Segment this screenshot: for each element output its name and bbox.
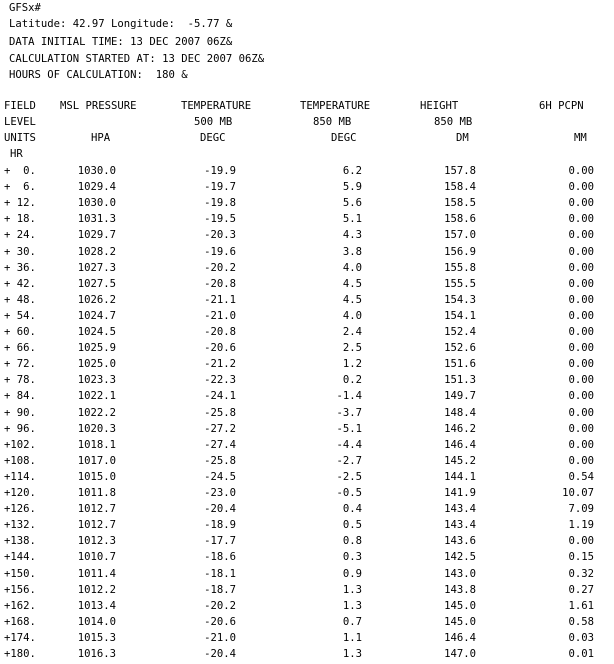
temperature-500-cell: -22.3 xyxy=(204,374,236,387)
precipitation-cell: 0.01 xyxy=(568,648,594,660)
precipitation-cell: 0.00 xyxy=(568,422,594,435)
temperature-850-cell: -2.7 xyxy=(336,454,362,467)
table-row xyxy=(0,502,614,517)
hour-cell: +114. xyxy=(4,470,36,483)
units-hr: HR xyxy=(10,148,23,160)
msl-pressure-cell: 1028.2 xyxy=(77,245,116,258)
precipitation-cell: 0.00 xyxy=(568,213,594,226)
precipitation-cell: 0.00 xyxy=(568,326,594,338)
header-height: HEIGHT xyxy=(420,100,459,112)
temperature-500-cell: -20.2 xyxy=(204,599,236,612)
table-row xyxy=(0,470,614,485)
precipitation-cell: 0.00 xyxy=(568,293,594,306)
table-row xyxy=(0,406,614,421)
temperature-500-cell: -21.2 xyxy=(204,358,236,371)
hour-cell: +168. xyxy=(4,615,36,628)
precipitation-cell: 0.00 xyxy=(568,309,594,322)
height-850-cell: 147.0 xyxy=(444,648,476,660)
location-line: Latitude: 42.97 Longitude: -5.77 & xyxy=(9,18,233,30)
hour-cell: + 66. xyxy=(4,342,36,355)
height-850-cell: 146.4 xyxy=(444,438,476,451)
table-row xyxy=(0,309,614,324)
hour-cell: + 36. xyxy=(4,261,36,274)
table-row xyxy=(0,518,614,533)
msl-pressure-cell: 1024.5 xyxy=(77,326,116,338)
temperature-500-cell: -21.1 xyxy=(204,293,236,306)
msl-pressure-cell: 1023.3 xyxy=(77,374,116,387)
precipitation-cell: 0.00 xyxy=(568,374,594,387)
temperature-500-cell: -20.3 xyxy=(204,229,236,242)
msl-pressure-cell: 1012.7 xyxy=(77,519,116,532)
precipitation-cell: 7.09 xyxy=(568,503,594,516)
temperature-850-cell: 0.8 xyxy=(342,535,362,548)
precipitation-cell: 0.15 xyxy=(568,551,594,564)
hour-cell: + 54. xyxy=(4,309,36,322)
temperature-850-cell: 4.0 xyxy=(342,261,362,274)
precipitation-cell: 0.00 xyxy=(568,342,594,355)
precipitation-cell: 0.00 xyxy=(568,358,594,371)
height-850-cell: 148.4 xyxy=(444,406,476,419)
precipitation-cell: 1.61 xyxy=(568,599,594,612)
temperature-850-cell: 0.3 xyxy=(342,551,362,564)
hour-cell: + 72. xyxy=(4,358,36,371)
station-id: GFSx# xyxy=(9,2,41,14)
temperature-500-cell: -19.9 xyxy=(204,165,236,177)
height-850-cell: 157.0 xyxy=(444,229,476,242)
temperature-850-cell: 2.5 xyxy=(342,342,362,355)
header-msl-pressure: MSL PRESSURE xyxy=(60,100,137,112)
hour-cell: +174. xyxy=(4,631,36,644)
msl-pressure-cell: 1027.3 xyxy=(77,261,116,274)
height-850-cell: 145.2 xyxy=(444,454,476,467)
msl-pressure-cell: 1029.7 xyxy=(77,229,116,242)
temperature-850-cell: 4.5 xyxy=(342,277,362,290)
table-row xyxy=(0,180,614,195)
temperature-850-cell: 0.9 xyxy=(342,567,362,580)
hour-cell: +162. xyxy=(4,599,36,612)
column-header-row-hr xyxy=(0,147,614,162)
temperature-500-cell: -18.1 xyxy=(204,567,236,580)
header-temperature-850: TEMPERATURE xyxy=(300,100,371,112)
temperature-850-cell: -5.1 xyxy=(336,422,362,435)
hour-cell: +156. xyxy=(4,583,36,596)
temperature-850-cell: 1.3 xyxy=(342,583,362,596)
hour-cell: + 96. xyxy=(4,422,36,435)
hour-cell: +120. xyxy=(4,487,36,499)
hour-cell: +126. xyxy=(4,503,36,516)
precipitation-cell: 0.00 xyxy=(568,406,594,419)
precipitation-cell: 0.00 xyxy=(568,438,594,451)
height-850-cell: 145.0 xyxy=(444,599,476,612)
precipitation-cell: 0.00 xyxy=(568,245,594,258)
temperature-850-cell: 0.4 xyxy=(342,503,362,516)
temperature-500-cell: -20.4 xyxy=(204,648,236,660)
precipitation-cell: 0.00 xyxy=(568,197,594,210)
msl-pressure-cell: 1025.0 xyxy=(77,358,116,371)
table-row xyxy=(0,196,614,211)
msl-pressure-cell: 1025.9 xyxy=(77,342,116,355)
temperature-850-cell: 2.4 xyxy=(342,326,362,338)
height-850-cell: 143.0 xyxy=(444,567,476,580)
temperature-500-cell: -27.4 xyxy=(204,438,236,451)
msl-pressure-cell: 1014.0 xyxy=(77,615,116,628)
height-850-cell: 143.4 xyxy=(444,519,476,532)
precipitation-cell: 0.27 xyxy=(568,583,594,596)
temperature-500-cell: -18.9 xyxy=(204,519,236,532)
temperature-500-cell: -20.6 xyxy=(204,342,236,355)
hours-of-calculation-line: HOURS OF CALCULATION: 180 & xyxy=(9,69,188,81)
units-degc-850: DEGC xyxy=(331,132,357,144)
temperature-500-cell: -27.2 xyxy=(204,422,236,435)
temperature-850-cell: 1.3 xyxy=(342,648,362,660)
msl-pressure-cell: 1013.4 xyxy=(77,599,116,612)
precipitation-cell: 0.32 xyxy=(568,567,594,580)
table-row xyxy=(0,277,614,292)
height-850-cell: 154.1 xyxy=(444,309,476,322)
hour-cell: + 90. xyxy=(4,406,36,419)
msl-pressure-cell: 1011.8 xyxy=(77,487,116,499)
table-row xyxy=(0,357,614,372)
msl-pressure-cell: 1015.3 xyxy=(77,631,116,644)
temperature-500-cell: -25.8 xyxy=(204,454,236,467)
temperature-850-cell: 0.5 xyxy=(342,519,362,532)
height-850-cell: 143.6 xyxy=(444,535,476,548)
msl-pressure-cell: 1030.0 xyxy=(77,197,116,210)
hour-cell: +138. xyxy=(4,535,36,548)
table-row xyxy=(0,438,614,453)
precipitation-cell: 0.54 xyxy=(568,470,594,483)
table-row xyxy=(0,164,614,179)
hour-cell: + 18. xyxy=(4,213,36,226)
height-850-cell: 151.6 xyxy=(444,358,476,371)
hour-cell: + 48. xyxy=(4,293,36,306)
precipitation-cell: 0.58 xyxy=(568,615,594,628)
temperature-850-cell: 4.5 xyxy=(342,293,362,306)
table-row xyxy=(0,389,614,404)
temperature-500-cell: -18.7 xyxy=(204,583,236,596)
table-row xyxy=(0,293,614,308)
column-header-row-units xyxy=(0,131,614,146)
temperature-500-cell: -25.8 xyxy=(204,406,236,419)
hour-cell: + 0. xyxy=(4,165,36,177)
header-level-850mb-height: 850 MB xyxy=(434,116,473,128)
temperature-850-cell: 3.8 xyxy=(342,245,362,258)
table-row xyxy=(0,325,614,340)
msl-pressure-cell: 1015.0 xyxy=(77,470,116,483)
height-850-cell: 154.3 xyxy=(444,293,476,306)
units-hpa: HPA xyxy=(91,132,111,144)
temperature-500-cell: -18.6 xyxy=(204,551,236,564)
msl-pressure-cell: 1012.3 xyxy=(77,535,116,548)
table-row xyxy=(0,534,614,549)
header-level-500mb: 500 MB xyxy=(194,116,233,128)
hour-cell: + 30. xyxy=(4,245,36,258)
temperature-850-cell: -1.4 xyxy=(336,390,362,403)
table-row xyxy=(0,261,614,276)
height-850-cell: 158.4 xyxy=(444,181,476,194)
height-850-cell: 142.5 xyxy=(444,551,476,564)
temperature-850-cell: 5.6 xyxy=(342,197,362,210)
temperature-850-cell: 4.0 xyxy=(342,309,362,322)
msl-pressure-cell: 1029.4 xyxy=(77,181,116,194)
temperature-850-cell: 6.2 xyxy=(342,165,362,177)
precipitation-cell: 10.07 xyxy=(562,487,594,499)
msl-pressure-cell: 1027.5 xyxy=(77,277,116,290)
temperature-500-cell: -20.2 xyxy=(204,261,236,274)
table-row xyxy=(0,245,614,260)
msl-pressure-cell: 1020.3 xyxy=(77,422,116,435)
table-row xyxy=(0,454,614,469)
table-row xyxy=(0,212,614,227)
precipitation-cell: 0.00 xyxy=(568,390,594,403)
header-field: FIELD xyxy=(4,100,36,112)
table-row xyxy=(0,228,614,243)
temperature-850-cell: 1.2 xyxy=(342,358,362,371)
table-row xyxy=(0,486,614,501)
precipitation-cell: 0.00 xyxy=(568,165,594,177)
hour-cell: +102. xyxy=(4,438,36,451)
height-850-cell: 145.0 xyxy=(444,615,476,628)
height-850-cell: 146.4 xyxy=(444,631,476,644)
temperature-850-cell: 1.3 xyxy=(342,599,362,612)
calculation-started-line: CALCULATION STARTED AT: 13 DEC 2007 06Z& xyxy=(9,53,265,65)
height-850-cell: 155.8 xyxy=(444,261,476,274)
height-850-cell: 155.5 xyxy=(444,277,476,290)
hour-cell: + 12. xyxy=(4,197,36,210)
header-precipitation: 6H PCPN xyxy=(539,100,584,112)
height-850-cell: 143.4 xyxy=(444,503,476,516)
header-units: UNITS xyxy=(4,132,36,144)
height-850-cell: 152.6 xyxy=(444,342,476,355)
precipitation-cell: 0.00 xyxy=(568,454,594,467)
temperature-850-cell: 1.1 xyxy=(342,631,362,644)
table-row xyxy=(0,583,614,598)
temperature-500-cell: -20.8 xyxy=(204,277,236,290)
header-level: LEVEL xyxy=(4,116,36,128)
temperature-500-cell: -20.6 xyxy=(204,615,236,628)
temperature-850-cell: -4.4 xyxy=(336,438,362,451)
table-row xyxy=(0,599,614,614)
hour-cell: +144. xyxy=(4,551,36,564)
precipitation-cell: 0.03 xyxy=(568,631,594,644)
precipitation-cell: 0.00 xyxy=(568,229,594,242)
msl-pressure-cell: 1026.2 xyxy=(77,293,116,306)
table-row xyxy=(0,567,614,582)
height-850-cell: 152.4 xyxy=(444,326,476,338)
temperature-500-cell: -19.8 xyxy=(204,197,236,210)
table-row xyxy=(0,647,614,662)
hour-cell: + 42. xyxy=(4,277,36,290)
temperature-500-cell: -24.1 xyxy=(204,390,236,403)
initial-time-line: DATA INITIAL TIME: 13 DEC 2007 06Z& xyxy=(9,36,233,48)
msl-pressure-cell: 1022.1 xyxy=(77,390,116,403)
hour-cell: + 60. xyxy=(4,326,36,338)
height-850-cell: 158.5 xyxy=(444,197,476,210)
height-850-cell: 158.6 xyxy=(444,213,476,226)
temperature-850-cell: -0.5 xyxy=(336,487,362,499)
temperature-500-cell: -17.7 xyxy=(204,535,236,548)
column-header-row-field xyxy=(0,99,614,114)
hour-cell: + 78. xyxy=(4,374,36,387)
temperature-850-cell: 0.7 xyxy=(342,615,362,628)
units-mm: MM xyxy=(574,132,587,144)
temperature-500-cell: -21.0 xyxy=(204,631,236,644)
hour-cell: +180. xyxy=(4,648,36,660)
header-level-850mb-temp: 850 MB xyxy=(313,116,352,128)
precipitation-cell: 0.00 xyxy=(568,181,594,194)
temperature-500-cell: -24.5 xyxy=(204,470,236,483)
temperature-850-cell: 0.2 xyxy=(342,374,362,387)
height-850-cell: 151.3 xyxy=(444,374,476,387)
height-850-cell: 141.9 xyxy=(444,487,476,499)
height-850-cell: 157.8 xyxy=(444,165,476,177)
height-850-cell: 156.9 xyxy=(444,245,476,258)
units-dm: DM xyxy=(456,132,469,144)
msl-pressure-cell: 1018.1 xyxy=(77,438,116,451)
temperature-500-cell: -20.8 xyxy=(204,326,236,338)
table-row xyxy=(0,422,614,437)
temperature-850-cell: 4.3 xyxy=(342,229,362,242)
temperature-500-cell: -23.0 xyxy=(204,487,236,499)
header-temperature-500: TEMPERATURE xyxy=(181,100,252,112)
table-row xyxy=(0,631,614,646)
temperature-500-cell: -19.7 xyxy=(204,181,236,194)
msl-pressure-cell: 1024.7 xyxy=(77,309,116,322)
table-row xyxy=(0,615,614,630)
hour-cell: +150. xyxy=(4,567,36,580)
msl-pressure-cell: 1016.3 xyxy=(77,648,116,660)
temperature-500-cell: -19.5 xyxy=(204,213,236,226)
msl-pressure-cell: 1017.0 xyxy=(77,454,116,467)
height-850-cell: 144.1 xyxy=(444,470,476,483)
height-850-cell: 146.2 xyxy=(444,422,476,435)
height-850-cell: 149.7 xyxy=(444,390,476,403)
temperature-850-cell: -3.7 xyxy=(336,406,362,419)
hour-cell: + 6. xyxy=(4,181,36,194)
temperature-850-cell: 5.1 xyxy=(342,213,362,226)
msl-pressure-cell: 1022.2 xyxy=(77,406,116,419)
msl-pressure-cell: 1030.0 xyxy=(77,165,116,177)
precipitation-cell: 1.19 xyxy=(568,519,594,532)
height-850-cell: 143.8 xyxy=(444,583,476,596)
msl-pressure-cell: 1012.7 xyxy=(77,503,116,516)
hour-cell: + 84. xyxy=(4,390,36,403)
precipitation-cell: 0.00 xyxy=(568,535,594,548)
temperature-850-cell: -2.5 xyxy=(336,470,362,483)
hour-cell: + 24. xyxy=(4,229,36,242)
table-row xyxy=(0,373,614,388)
precipitation-cell: 0.00 xyxy=(568,261,594,274)
hour-cell: +108. xyxy=(4,454,36,467)
msl-pressure-cell: 1031.3 xyxy=(77,213,116,226)
table-row xyxy=(0,550,614,565)
msl-pressure-cell: 1011.4 xyxy=(77,567,116,580)
hour-cell: +132. xyxy=(4,519,36,532)
precipitation-cell: 0.00 xyxy=(568,277,594,290)
table-row xyxy=(0,341,614,356)
msl-pressure-cell: 1010.7 xyxy=(77,551,116,564)
temperature-500-cell: -20.4 xyxy=(204,503,236,516)
msl-pressure-cell: 1012.2 xyxy=(77,583,116,596)
column-header-row-level xyxy=(0,115,614,130)
temperature-500-cell: -21.0 xyxy=(204,309,236,322)
temperature-850-cell: 5.9 xyxy=(342,181,362,194)
temperature-500-cell: -19.6 xyxy=(204,245,236,258)
units-degc-500: DEGC xyxy=(200,132,226,144)
